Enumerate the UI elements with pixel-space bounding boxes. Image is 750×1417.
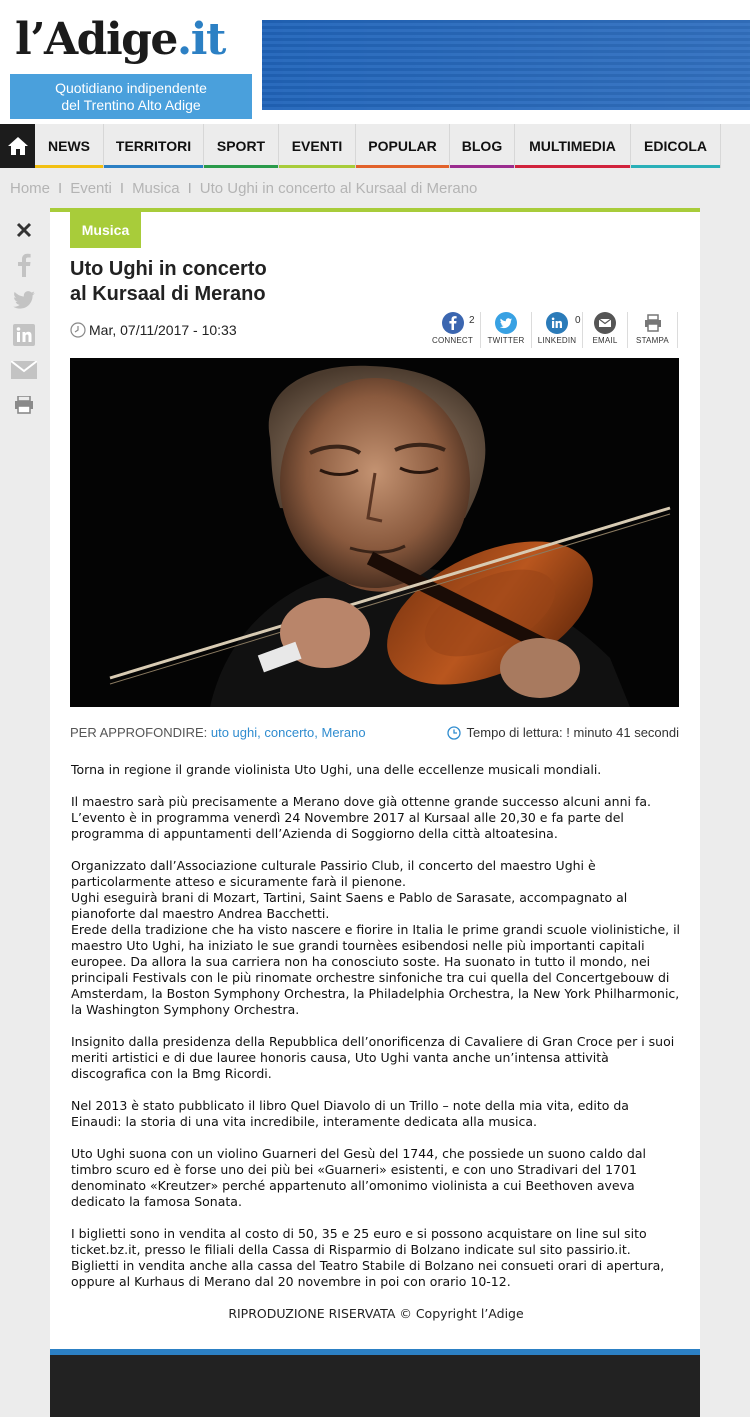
- side-facebook-button[interactable]: [0, 247, 48, 282]
- side-twitter-button[interactable]: [0, 282, 48, 317]
- nav-popular-accent: [356, 165, 449, 168]
- nav-multimedia-accent: [515, 165, 630, 168]
- article-title: [70, 257, 430, 307]
- paragraph: I biglietti sono in vendita al costo di 50, 35 e 25 euro e si possono acquistare on line sul sito ticket.bz.it, presso le filiali della Cassa di Risparmio di Bolzano indicate sul sito passirio.it. Biglietti in vendita anche alla cassa del Teatro Stabile di Bolzano nei consueti orari di apertura, oppure al Kurhaus di Merano dal 20 novembre in poi con orario 10-12.: [71, 1226, 665, 1289]
- tag-concerto[interactable]: concerto: [264, 725, 315, 740]
- twitter-share-label: TWITTER: [487, 336, 525, 345]
- site-header: [0, 0, 750, 124]
- print-label: STAMPA: [636, 336, 669, 345]
- copyright-notice: RIPRODUZIONE RISERVATA © Copyright l’Adige: [228, 1306, 524, 1321]
- tagline-line-2: del Trentino Alto Adige: [61, 97, 201, 113]
- close-share-button[interactable]: [0, 212, 48, 247]
- nav-news-accent: [35, 165, 103, 168]
- clock-icon: [447, 726, 461, 740]
- breadcrumb-home[interactable]: Home: [10, 180, 51, 197]
- tag-separator: ,: [257, 725, 265, 740]
- breadcrumb-separator: I: [119, 180, 125, 197]
- tag-merano[interactable]: Merano: [321, 725, 366, 740]
- breadcrumb-eventi[interactable]: Eventi: [70, 180, 112, 197]
- article-date: [70, 322, 237, 338]
- main-nav: [0, 124, 750, 168]
- close-icon: [16, 222, 32, 238]
- tags-label: PER APPROFONDIRE:: [70, 725, 208, 740]
- facebook-share-button[interactable]: [425, 312, 481, 348]
- paragraph: Il maestro sarà più precisamente a Merano dove già ottenne grande successo alcuni anni fa. L’evento è in programma venerdì 24 Novembre 2017 al Kursaal alle 20,30 e fa parte del programma di appuntamenti dell’Azienda di Soggiorno della città altoatesina.: [71, 794, 652, 841]
- side-linkedin-button[interactable]: [0, 317, 48, 352]
- email-icon: [11, 361, 37, 379]
- linkedin-share-button[interactable]: [532, 312, 583, 348]
- site-logo[interactable]: [10, 10, 254, 113]
- twitter-icon: [13, 291, 35, 309]
- footer: [50, 1355, 700, 1417]
- twitter-share-button[interactable]: [481, 312, 532, 348]
- violinist-photo: [70, 358, 679, 707]
- side-print-button[interactable]: [0, 387, 48, 422]
- breadcrumb-current: Uto Ughi in concerto al Kursaal di Merano: [199, 180, 478, 197]
- tagline-line-1: Quotidiano indipendente: [55, 80, 207, 96]
- paragraph: Insignito dalla presidenza della Repubblica dell’onorificenza di Cavaliere di Gran Croce per i suoi meriti artistici e di due lauree honoris causa, Uto Ughi vanta anche un’intensa attività discografica con la Bmg Ricordi.: [71, 1034, 675, 1081]
- paragraph: Nel 2013 è stato pubblicato il libro Quel Diavolo di un Trillo – note della mia vita, edito da Einaudi: la storia di una vita incredibile, interamente dedicata alla musica.: [71, 1098, 629, 1129]
- logo-tagline: [10, 74, 252, 119]
- facebook-icon: [442, 312, 464, 334]
- linkedin-share-label: LINKEDIN: [537, 336, 577, 345]
- nav-eventi[interactable]: EVENTI: [279, 124, 356, 168]
- nav-popular[interactable]: POPULAR: [356, 124, 450, 168]
- paragraph: Uto Ughi suona con un violino Guarneri del Gesù del 1744, che possiede un suono caldo dal timbro scuro ed è forse uno dei più bei «Guarneri» esistenti, e con uno Stradivari del 1701 denominato «Kreutzer» perché appartenuto all’omonimo violinista a cui Beethoven aveva dedicato la famosa Sonata.: [71, 1146, 646, 1209]
- print-icon: [642, 312, 664, 334]
- nav-territori[interactable]: TERRITORI: [104, 124, 204, 168]
- article-photo: [70, 358, 679, 707]
- nav-blog-accent: [450, 165, 514, 168]
- clock-icon: [70, 322, 86, 338]
- article-meta: [70, 725, 679, 745]
- paragraph: Organizzato dall’Associazione culturale Passirio Club, il concerto del maestro Ughi è particolarmente atteso e sicuramente farà il pienone. Ughi eseguirà brani di Mozart, Tartini, Saint Saens e Pablo de Sarasate, accompagnato al pianoforte dal maestro Andrea Bacchetti. Erede della tradizione che ha visto nascere e fiorire in Italia le prime grandi scuole violinistiche, il maestro Uto Ughi, ha iniziato le sue grandi tournèes esibendosi nelle più importanti capitali europee. Da allora la sua carriera non ha conosciuto soste. Ha suonato in tutto il mondo, nei principali Festivals con le più rinomate orchestre sinfoniche tra cui quella del Concertgebouw di Amsterdam, la Boston Symphony Orchestra, la Philadelphia Orchestra, la New York Philharmonic, la Washington Symphony Orchestra.: [71, 858, 681, 1017]
- print-button[interactable]: [628, 312, 678, 348]
- article-panel: [50, 212, 700, 1417]
- ad-banner[interactable]: [262, 20, 750, 110]
- breadcrumb-separator: I: [187, 180, 192, 197]
- email-icon: [594, 312, 616, 334]
- nav-eventi-accent: [279, 165, 355, 168]
- breadcrumb: [10, 180, 477, 197]
- tag-uto-ughi[interactable]: uto ughi: [210, 725, 258, 740]
- tag-separator: ,: [314, 725, 322, 740]
- logo-wordmark: l’Adige.it: [15, 14, 225, 65]
- nav-blog[interactable]: BLOG: [450, 124, 515, 168]
- home-icon: [7, 136, 29, 156]
- home-button[interactable]: [0, 124, 35, 168]
- facebook-share-count: 2: [469, 315, 475, 326]
- email-share-label: EMAIL: [592, 336, 618, 345]
- facebook-icon: [17, 253, 31, 277]
- article-title-line-1: Uto Ughi in concerto: [70, 258, 267, 280]
- article-body: [71, 762, 681, 1322]
- nav-multimedia[interactable]: MULTIMEDIA: [515, 124, 631, 168]
- article-title-line-2: al Kursaal di Merano: [70, 283, 266, 305]
- print-icon: [14, 396, 34, 414]
- nav-news[interactable]: NEWS: [35, 124, 104, 168]
- nav-edicola-accent: [631, 165, 720, 168]
- facebook-share-label: CONNECT: [432, 336, 473, 345]
- article-date-text: Mar, 07/11/2017 - 10:33: [89, 322, 237, 338]
- category-badge[interactable]: Musica: [70, 212, 141, 248]
- twitter-icon: [495, 312, 517, 334]
- linkedin-icon: [546, 312, 568, 334]
- linkedin-share-count: 0: [575, 315, 581, 326]
- reading-time: [447, 725, 679, 740]
- breadcrumb-separator: I: [58, 180, 63, 197]
- side-share-bar: [0, 212, 48, 422]
- linkedin-icon: [13, 324, 35, 346]
- email-share-button[interactable]: [583, 312, 628, 348]
- share-bar: [425, 312, 678, 348]
- reading-time-text: Tempo di lettura: ! minuto 41 secondi: [466, 725, 679, 740]
- nav-sport-accent: [204, 165, 278, 168]
- nav-territori-accent: [104, 165, 203, 168]
- paragraph: Torna in regione il grande violinista Uto Ughi, una delle eccellenze musicali mondiali.: [71, 762, 602, 777]
- breadcrumb-musica[interactable]: Musica: [132, 180, 180, 197]
- nav-edicola[interactable]: EDICOLA: [631, 124, 721, 168]
- nav-sport[interactable]: SPORT: [204, 124, 279, 168]
- side-email-button[interactable]: [0, 352, 48, 387]
